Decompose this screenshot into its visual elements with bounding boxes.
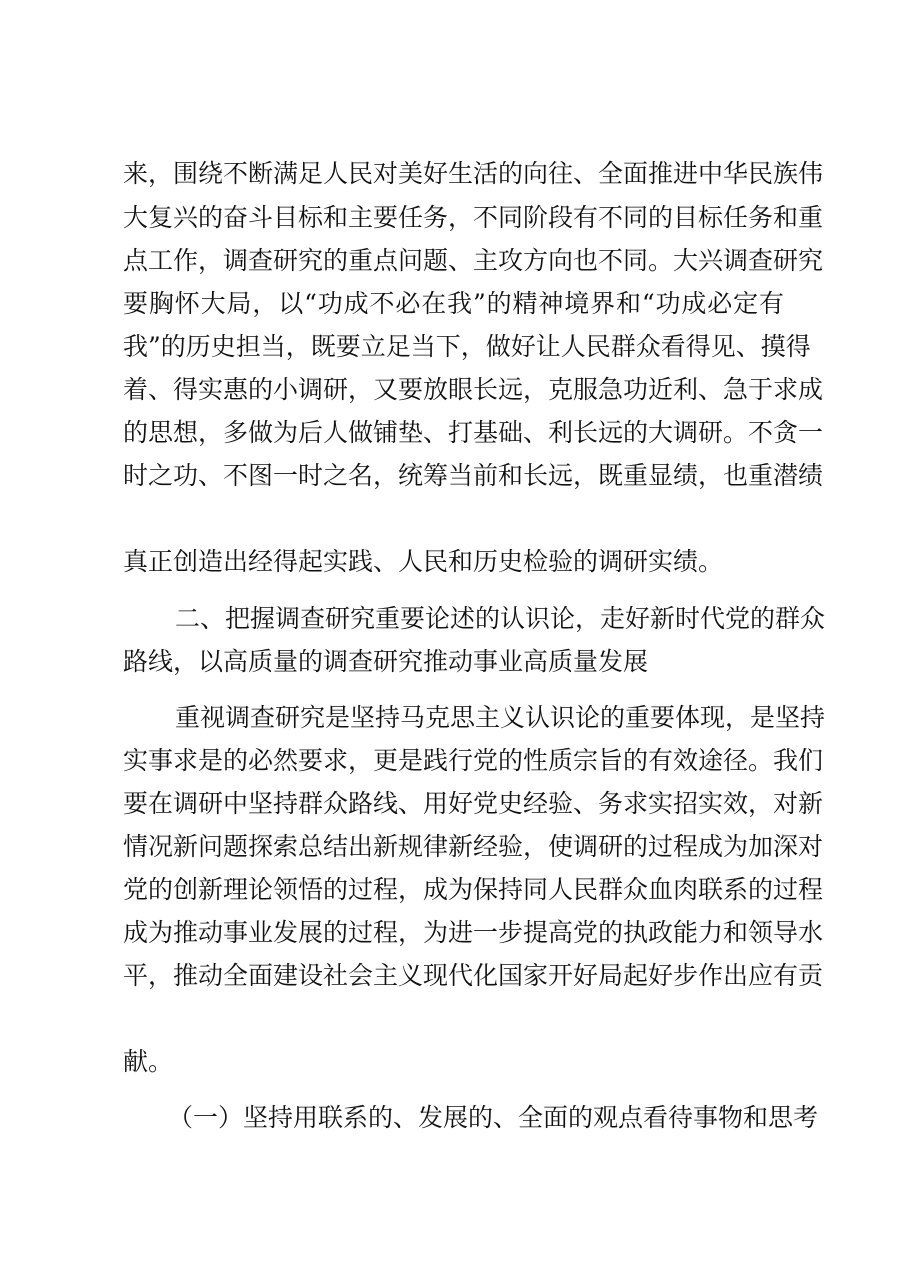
section-heading: 路线，以高质量的调查研究推动事业高质量发展	[123, 647, 649, 676]
body-text-line: 重视调查研究是坚持马克思主义认识论的重要体现，是坚持	[175, 703, 826, 732]
body-text-line: 成为推动事业发展的过程，为进一步提高党的执政能力和领导水	[123, 918, 824, 947]
body-text-line: 要胸怀大局，以“功成不必在我”的精神境界和“功成必定有	[123, 289, 784, 318]
body-text-line: 真正创造出经得起实践、人民和历史检验的调研实绩。	[123, 547, 724, 576]
section-heading: 二、把握调查研究重要论述的认识论，走好新时代党的群众	[175, 604, 826, 633]
body-text-line: 大复兴的奋斗目标和主要任务，不同阶段有不同的目标任务和重	[123, 203, 824, 232]
body-text-line: 的思想，多做为后人做铺垫、打基础、利长远的大调研。不贪一	[123, 418, 824, 447]
subsection-heading: （一）坚持用联系的、发展的、全面的观点看待事物和思考	[168, 1103, 819, 1132]
body-text-line: 来，围绕不断满足人民对美好生活的向往、全面推进中华民族伟	[123, 159, 824, 188]
body-text-line: 时之功、不图一时之名，统筹当前和长远，既重显绩，也重潜绩	[123, 461, 824, 490]
body-text-line: 情况新问题探索总结出新规律新经验，使调研的过程成为加深对	[123, 832, 824, 861]
body-text-line: 点工作，调查研究的重点问题、主攻方向也不同。大兴调查研究	[123, 246, 824, 275]
body-text-line: 实事求是的必然要求，更是践行党的性质宗旨的有效途径。我们	[123, 746, 824, 775]
body-text-line: 平，推动全面建设社会主义现代化国家开好局起好步作出应有贡	[123, 961, 824, 990]
body-text-line: 我”的历史担当，既要立足当下，做好让人民群众看得见、摸得	[123, 332, 811, 361]
body-text-line: 要在调研中坚持群众路线、用好党史经验、务求实招实效，对新	[123, 789, 824, 818]
body-text-line: 献。	[123, 1047, 174, 1076]
body-text-line: 着、得实惠的小调研，又要放眼长远，克服急功近利、急于求成	[123, 375, 824, 404]
body-text-line: 党的创新理论领悟的过程，成为保持同人民群众血肉联系的过程	[123, 875, 824, 904]
